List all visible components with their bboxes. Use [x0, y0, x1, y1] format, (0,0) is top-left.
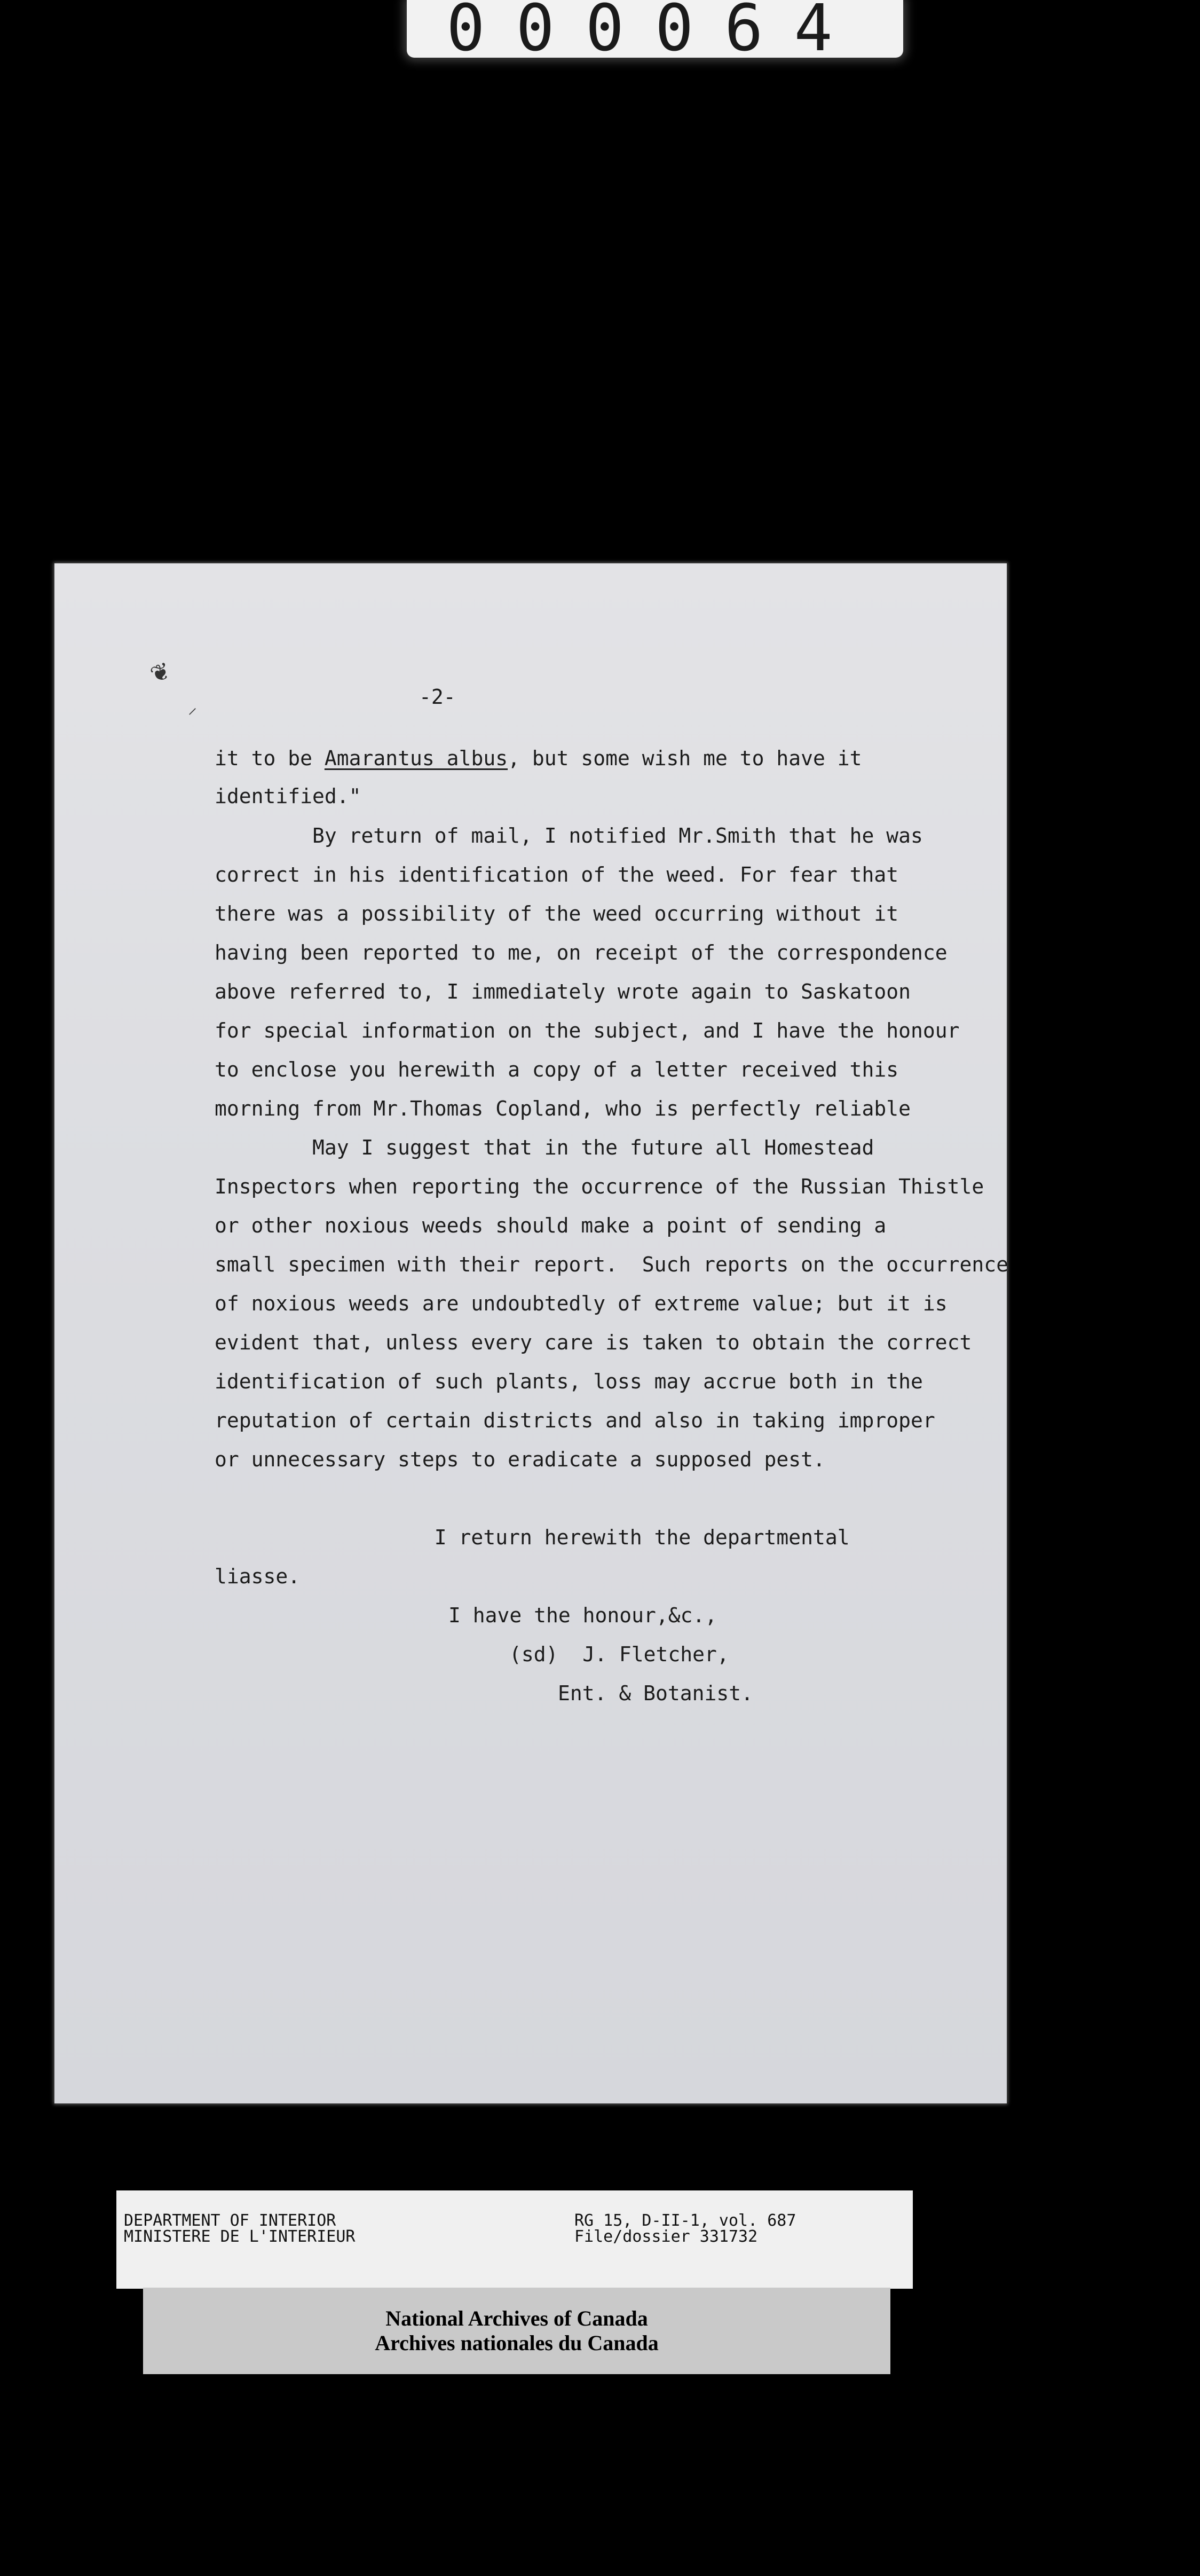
text-line: May I suggest that in the future all Homestead — [215, 1136, 874, 1159]
page-number: -2- — [419, 685, 456, 709]
text-line: having been reported to me, on receipt of the correspondence — [215, 941, 948, 964]
text-line: correct in his identification of the weed. For fear that — [215, 863, 899, 886]
archive-reference-label — [116, 2190, 913, 2289]
signatory-title: Ent. & Botanist. — [558, 1682, 754, 1705]
archives-name-en: National Archives of Canada — [385, 2306, 648, 2330]
ink-mark: ⸝ — [188, 697, 197, 718]
department-name — [124, 2213, 355, 2245]
text-line: small specimen with their report. Such reports on the occurrence — [215, 1253, 1009, 1276]
text-line: I return herewith the departmental — [215, 1526, 850, 1549]
text-line: identification of such plants, loss may accrue both in the — [215, 1370, 923, 1393]
text-line: or unnecessary steps to eradicate a supposed pest. — [215, 1448, 825, 1471]
document-page — [54, 563, 1007, 2103]
record-reference — [574, 2213, 796, 2245]
text-line: morning from Mr.Thomas Copland, who is perfectly reliable — [215, 1097, 911, 1120]
text-line: of noxious weeds are undoubtedly of extreme value; but it is — [215, 1292, 948, 1315]
text-line: for special information on the subject, and I have the honour — [215, 1019, 960, 1042]
text-line: Inspectors when reporting the occurrence of the Russian Thistle — [215, 1175, 984, 1198]
department-en: DEPARTMENT OF INTERIOR — [124, 2211, 336, 2230]
signature-line: (sd) J. Fletcher, — [509, 1643, 729, 1666]
frame-number: 000064 — [407, 0, 903, 58]
text-fragment: , but some wish me to have it — [508, 747, 862, 770]
text-line: or other noxious weeds should make a point of sending a — [215, 1214, 887, 1237]
text-line: to enclose you herewith a copy of a letter received this — [215, 1058, 899, 1081]
record-group: RG 15, D-II-1, vol. 687 — [574, 2211, 796, 2230]
archives-banner — [143, 2288, 890, 2374]
text-line — [215, 742, 862, 774]
text-fragment: it to be — [215, 747, 325, 770]
text-line: reputation of certain districts and also in taking improper — [215, 1409, 935, 1432]
text-line: By return of mail, I notified Mr.Smith that he was — [215, 824, 923, 847]
text-line: above referred to, I immediately wrote again to Saskatoon — [215, 980, 911, 1003]
text-line: identified." — [215, 784, 361, 808]
department-fr: MINISTERE DE L'INTERIEUR — [124, 2227, 356, 2246]
text-line: evident that, unless every care is taken to obtain the correct — [215, 1331, 972, 1354]
text-line: there was a possibility of the weed occurring without it — [215, 902, 899, 925]
closing-salutation: I have the honour,&c., — [448, 1604, 717, 1627]
file-number: File/dossier 331732 — [574, 2227, 758, 2246]
ink-mark: ❦ — [145, 652, 173, 690]
text-line: liasse. — [215, 1565, 301, 1588]
species-name: Amarantus albus — [324, 747, 508, 770]
archives-name-fr: Archives nationales du Canada — [375, 2331, 659, 2355]
